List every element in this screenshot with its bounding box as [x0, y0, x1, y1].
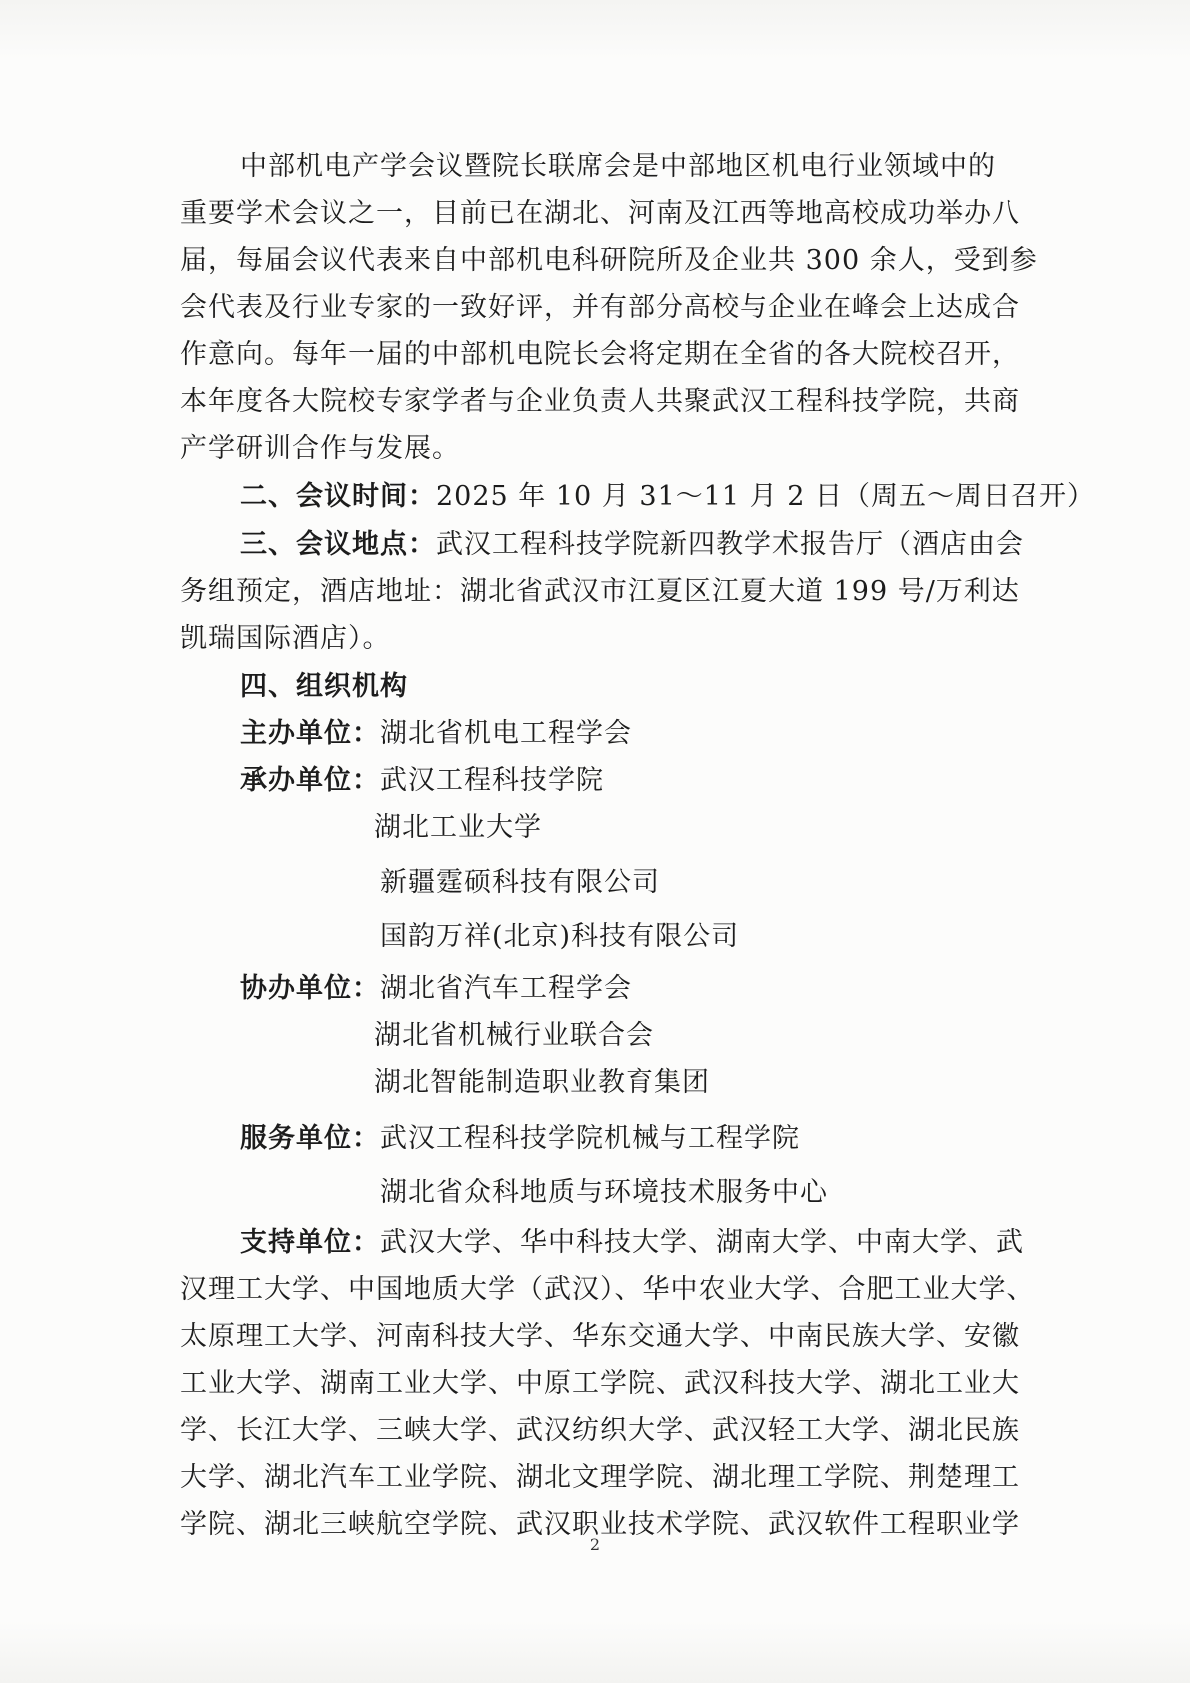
- intro-line-1: 中部机电产学会议暨院长联席会是中部地区机电行业领域中的: [240, 151, 996, 182]
- organizer-unit: [240, 764, 1060, 798]
- support-line-6: 大学、湖北汽车工业学院、湖北文理学院、湖北理工学院、荆楚理工: [180, 1462, 1020, 1493]
- co-organizer-unit: [240, 972, 1060, 1006]
- intro-line-6: 本年度各大院校专家学者与企业负责人共聚武汉工程科技学院，共商: [180, 386, 1020, 417]
- service-value-2: 湖北省众科地质与环境技术服务中心: [380, 1177, 828, 1208]
- support-line-4: 工业大学、湖南工业大学、中原工学院、武汉科技大学、湖北工业大: [180, 1368, 1020, 1399]
- co-organizer-value-3: 湖北智能制造职业教育集团: [374, 1067, 710, 1098]
- intro-line-7: 产学研训合作与发展。: [180, 433, 460, 464]
- support-line-7: 学院、湖北三峡航空学院、武汉职业技术学院、武汉软件工程职业学: [180, 1509, 1020, 1540]
- support-label: 支持单位：: [240, 1227, 380, 1258]
- organizer-label: 承办单位：: [240, 765, 380, 796]
- meeting-venue-line-2: 务组预定，酒店地址：湖北省武汉市江夏区江夏大道 199 号/万利达: [180, 576, 1020, 607]
- meeting-venue: [240, 528, 1060, 562]
- meeting-time: [240, 480, 1096, 514]
- organizer-value-3: 新疆霆硕科技有限公司: [380, 867, 660, 898]
- support-line-2: 汉理工大学、中国地质大学（武汉）、华中农业大学、合肥工业大学、: [180, 1274, 1035, 1305]
- co-organizer-value-1: 湖北省汽车工程学会: [380, 973, 632, 1004]
- meeting-venue-label: 三、会议地点：: [240, 529, 436, 560]
- page-number: 2: [589, 1535, 601, 1554]
- co-organizer-value-2: 湖北省机械行业联合会: [374, 1020, 654, 1051]
- service-value-1: 武汉工程科技学院机械与工程学院: [380, 1123, 800, 1154]
- intro-line-5: 作意向。每年一届的中部机电院长会将定期在全省的各大院校召开，: [180, 339, 1020, 370]
- intro-line-2: 重要学术会议之一，目前已在湖北、河南及江西等地高校成功举办八: [180, 198, 1020, 229]
- support-line-1: 武汉大学、华中科技大学、湖南大学、中南大学、武: [380, 1227, 1024, 1258]
- meeting-venue-line-3: 凯瑞国际酒店）。: [180, 623, 391, 654]
- host-unit: [240, 717, 1060, 751]
- service-unit: [240, 1122, 1060, 1156]
- service-label: 服务单位：: [240, 1123, 380, 1154]
- meeting-venue-line-1: 武汉工程科技学院新四教学术报告厅（酒店由会: [436, 529, 1024, 560]
- meeting-time-value: 2025 年 10 月 31～11 月 2 日（周五～周日召开）: [436, 481, 1096, 512]
- organizer-value-1: 武汉工程科技学院: [380, 765, 604, 796]
- support-line-3: 太原理工大学、河南科技大学、华东交通大学、中南民族大学、安徽: [180, 1321, 1020, 1352]
- organizer-value-2: 湖北工业大学: [374, 812, 542, 843]
- support-unit: [240, 1226, 1060, 1260]
- host-value: 湖北省机电工程学会: [380, 718, 632, 749]
- co-organizer-label: 协办单位：: [240, 973, 380, 1004]
- intro-line-3: 届，每届会议代表来自中部机电科研院所及企业共 300 余人，受到参: [180, 245, 1038, 276]
- organizer-value-4: 国韵万祥(北京)科技有限公司: [380, 921, 740, 952]
- meeting-time-label: 二、会议时间：: [240, 481, 436, 512]
- host-label: 主办单位：: [240, 718, 380, 749]
- organization-heading: 四、组织机构: [240, 671, 408, 702]
- support-line-5: 学、长江大学、三峡大学、武汉纺织大学、武汉轻工大学、湖北民族: [180, 1415, 1020, 1446]
- intro-line-4: 会代表及行业专家的一致好评，并有部分高校与企业在峰会上达成合: [180, 292, 1020, 323]
